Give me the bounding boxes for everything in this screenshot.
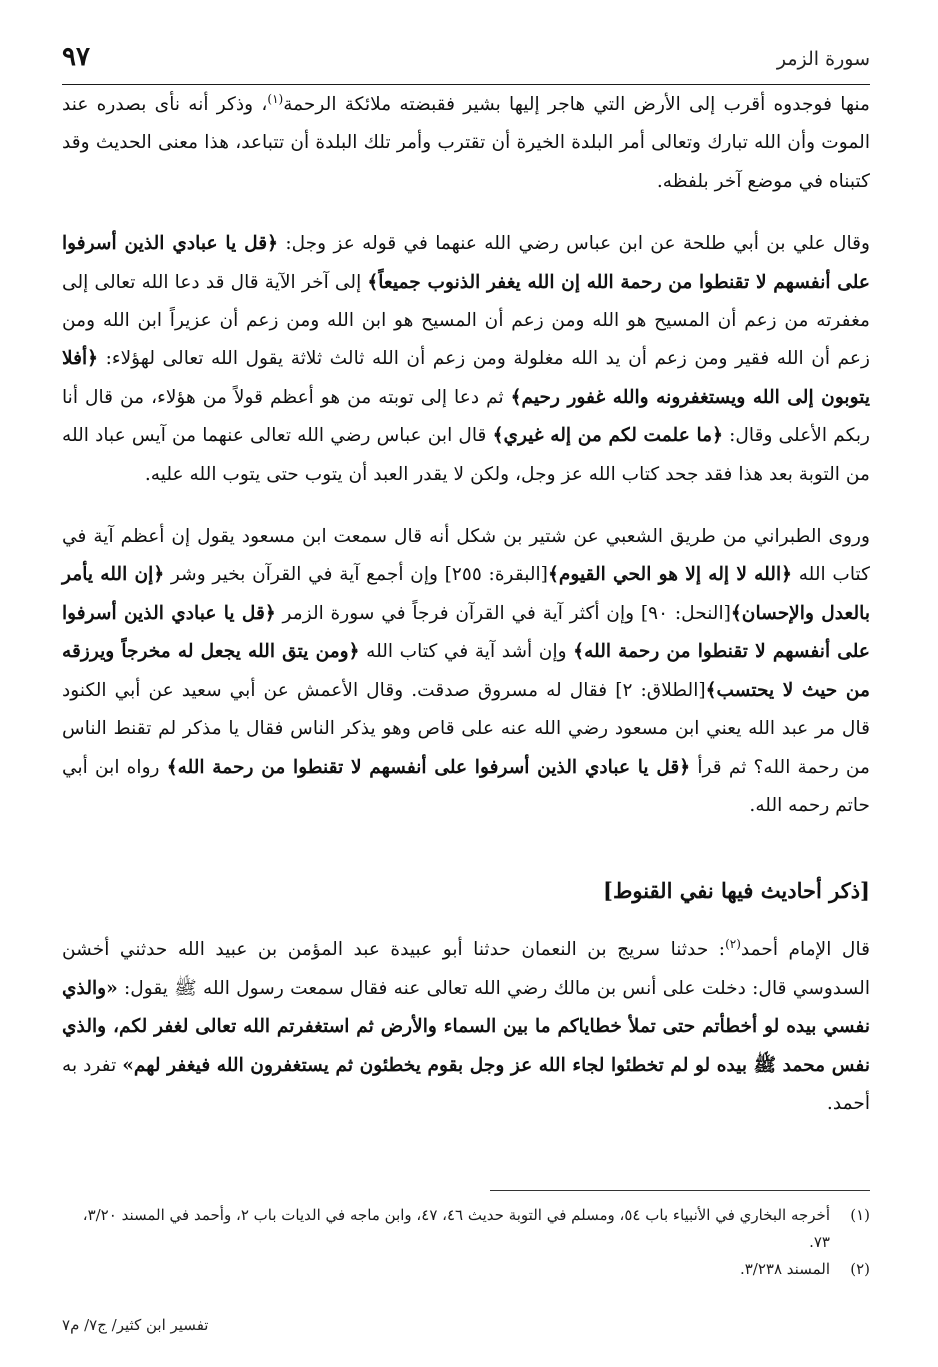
paragraph-4-text-b: : حدثنا سريج بن النعمان حدثنا أبو عبيدة عبد المؤمن بن عبيد الله حدثني أخشن السدوسي قال: دخلت على أنس بن مالك رضي الله تعالى عنه فقال سمعت رسول الله ﷺ يقول: bbox=[62, 939, 870, 999]
paragraph-3-text-c: [النحل: ٩٠] وإن أكثر آية في القرآن فرجاً في سورة الزمر bbox=[275, 602, 731, 624]
paragraph-1 bbox=[62, 86, 870, 201]
paragraph-2-quote-3: ﴿ما علمت لكم من إله غيري﴾ bbox=[492, 425, 724, 447]
paragraph-2-quote-2: ﴿أفلا يتوبون إلى الله ويستغفرونه والله غفور رحيم﴾ bbox=[62, 348, 870, 408]
paragraph-1-text-a: منها فوجدوه أقرب إلى الأرض التي هاجر إليها بشير فقبضته ملائكة الرحمة bbox=[283, 94, 870, 115]
section-heading: [ذكر أحاديث فيها نفي القنوط] bbox=[603, 878, 870, 904]
paragraph-3-text-e: [الطلاق: ٢] فقال له مسروق صدقت. وقال الأعمش عن أبي سعيد عن أبي الكنود قال مر عبد الله يعني ابن مسعود رضي الله عنه على قاص وهو يذكر الناس فقال يا مذكر لم تقنط الناس من رحمة الله؟ ثم قرأ bbox=[62, 679, 871, 778]
footnote-2-number: (٢) bbox=[850, 1260, 870, 1278]
paragraph-3 bbox=[62, 518, 870, 825]
book-signature: تفسير ابن كثير/ ج٧/ م٧ bbox=[62, 1316, 209, 1334]
paragraph-3-quote-5: ﴿قل يا عبادي الذين أسرفوا على أنفسهم لا تقنطوا من رحمة الله﴾ bbox=[166, 756, 691, 778]
paragraph-4-text-c: تفرد به أحمد. bbox=[62, 1054, 870, 1114]
page-number: ٩٧ bbox=[62, 42, 90, 72]
footnote-2 bbox=[62, 1256, 870, 1283]
footnotes bbox=[62, 1202, 870, 1283]
paragraph-3-text-d: وإن أشد آية في كتاب الله bbox=[359, 641, 574, 663]
paragraph-2 bbox=[62, 225, 870, 494]
paragraph-2-text-a: وقال علي بن أبي طلحة عن ابن عباس رضي الله عنهما في قوله عز وجل: bbox=[278, 233, 870, 255]
surah-title: سورة الزمر bbox=[776, 48, 870, 70]
paragraph-3-text-a: وروى الطبراني من طريق الشعبي عن شتير بن شكل أنه قال سمعت ابن مسعود يقول إن أعظم آية في كتاب الله bbox=[62, 526, 870, 586]
paragraph-2-text-d: قال ابن عباس رضي الله تعالى عنهما من آيس عباد الله من التوبة بعد هذا فقد جحد كتاب الله عز وجل، ولكن لا يقدر العبد أن يتوب حتى يتوب الله عليه. bbox=[62, 425, 870, 485]
paragraph-3-quote-1: ﴿الله لا إله إلا هو الحي القيوم﴾ bbox=[547, 564, 793, 586]
running-head bbox=[62, 40, 870, 85]
paragraph-2-quote-1: ﴿قل يا عبادي الذين أسرفوا على أنفسهم لا تقنطوا من رحمة الله إن الله يغفر الذنوب جميعاً﴾ bbox=[62, 233, 870, 293]
footnote-divider bbox=[490, 1190, 870, 1191]
footnote-ref-1: (١) bbox=[267, 91, 284, 106]
body-text bbox=[62, 86, 870, 1123]
paragraph-3-quote-4: ﴿ومن يتق الله يجعل له مخرجاً ويرزقه من حيث لا يحتسب﴾ bbox=[62, 641, 871, 701]
paragraph-3-text-b: [البقرة: ٢٥٥] وإن أجمع آية في القرآن بخير وشر bbox=[164, 564, 548, 586]
footnote-ref-2: (٢) bbox=[725, 937, 741, 952]
paragraph-4-text-a: قال الإمام أحمد bbox=[740, 939, 870, 961]
footnote-1-number: (١) bbox=[850, 1206, 870, 1224]
paragraph-3-quote-2: ﴿إن الله يأمر بالعدل والإحسان﴾ bbox=[62, 564, 870, 624]
paragraph-2-text-c: ثم دعا إلى توبته من هو أعظم قولاً من هؤلاء، من قال أنا ربكم الأعلى وقال: bbox=[62, 386, 870, 447]
footnote-1 bbox=[62, 1202, 870, 1256]
paragraph-2-text-b: إلى آخر الآية قال قد دعا الله تعالى إلى مغفرته من زعم أن المسيح هو الله ومن زعم أن المسيح هو ابن الله ومن زعم أن عزيراً ابن الله ومن زعم أن الله فقير ومن زعم أن يد الله مغلولة ومن زعم أن الله ثالث ثلاثة يقول الله تعالى لهؤلاء: bbox=[62, 271, 870, 370]
paragraph-3-quote-3: ﴿قل يا عبادي الذين أسرفوا على أنفسهم لا تقنطوا من رحمة الله﴾ bbox=[62, 602, 870, 663]
paragraph-1-text-b: ، وذكر أنه نأى بصدره عند الموت وأن الله تبارك وتعالى أمر البلدة الخيرة أن تقترب وأمر تلك البلدة أن تتباعد، هذا معنى الحديث وقد كتبناه في موضع آخر بلفظه. bbox=[62, 94, 870, 192]
footnote-2-text: المسند ٣/٢٣٨. bbox=[739, 1260, 830, 1278]
page-footer bbox=[62, 1316, 870, 1334]
paragraph-3-text-f: رواه ابن أبي حاتم رحمه الله. bbox=[62, 756, 870, 816]
footnote-1-text: أخرجه البخاري في الأنبياء باب ٥٤، ومسلم في التوبة حديث ٤٦، ٤٧، وابن ماجه في الديات باب ٢، وأحمد في المسند ٣/٢٠، ٧٣. bbox=[82, 1206, 830, 1251]
paragraph-4 bbox=[62, 931, 870, 1123]
paragraph-4-hadith: «والذي نفسي بيده لو أخطأتم حتى تملأ خطاياكم ما بين السماء والأرض ثم استغفرتم الله تعالى لغفر لكم، والذي نفس محمد ﷺ بيده لو لم تخطئوا لجاء الله عز وجل بقوم يخطئون ثم يستغفرون الله فيغفر لهم» bbox=[62, 977, 870, 1076]
